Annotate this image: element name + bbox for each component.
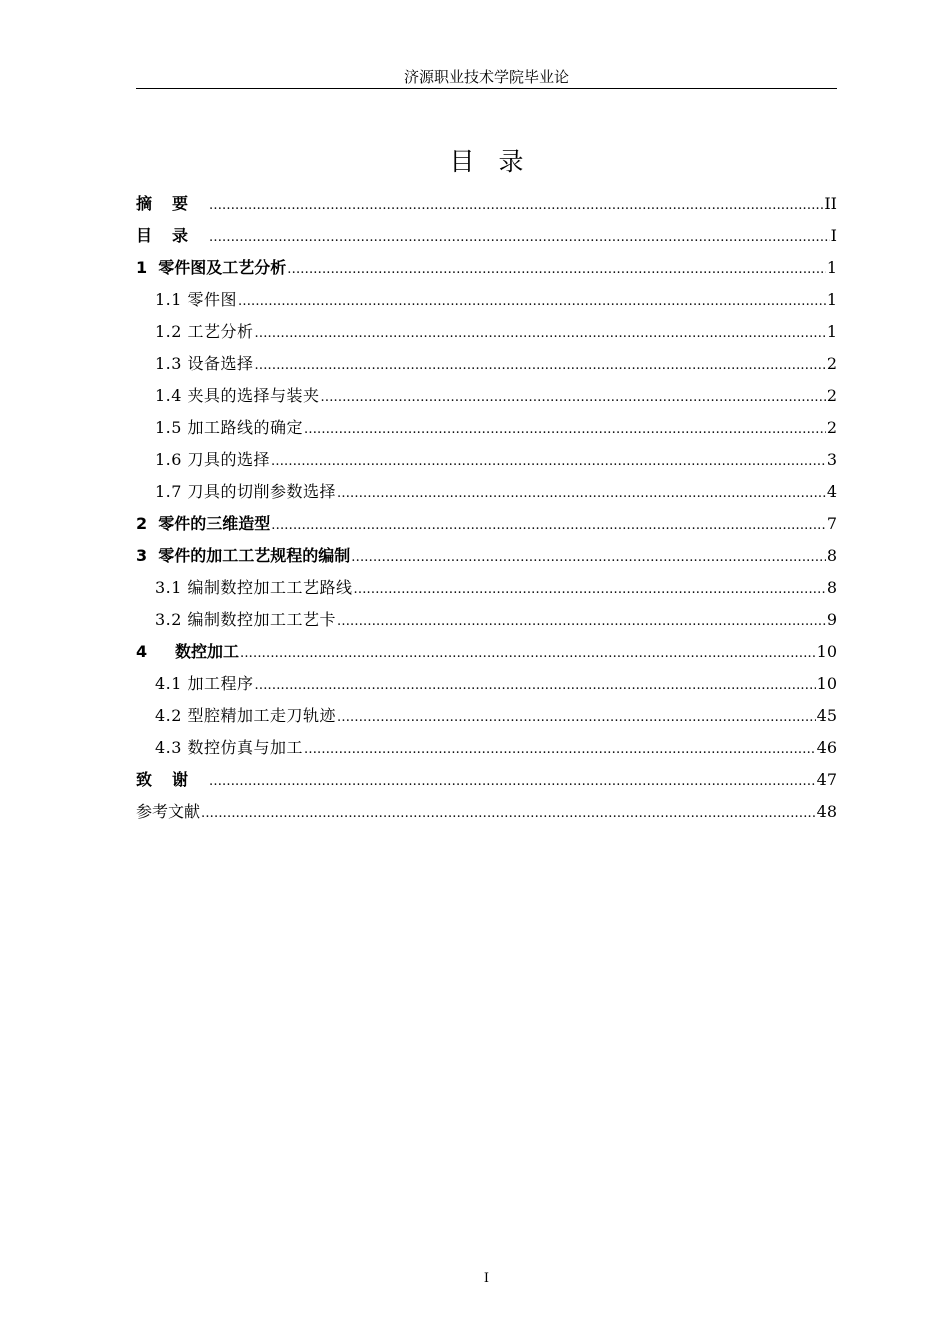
toc-leader-dots bbox=[287, 254, 826, 286]
toc-entry-label: 致谢 bbox=[136, 770, 209, 789]
toc-leader-dots bbox=[271, 510, 826, 542]
toc-entry-section-1-7[interactable] bbox=[136, 476, 837, 508]
toc-entry-page: II bbox=[824, 194, 837, 213]
toc-entry-abstract[interactable] bbox=[136, 188, 837, 220]
toc-entry-label: 1.7 刀具的切削参数选择 bbox=[155, 482, 337, 501]
toc-title: 目录 bbox=[449, 147, 548, 176]
toc-entry-page: 8 bbox=[826, 546, 837, 565]
toc-entry-section-1-3[interactable] bbox=[136, 348, 837, 380]
toc-entry-page: I bbox=[830, 226, 837, 245]
toc-entry-page: 10 bbox=[816, 674, 837, 693]
toc-entry-section-4-1[interactable] bbox=[136, 668, 837, 700]
toc-entry-page: 1 bbox=[826, 322, 837, 341]
toc-leader-dots bbox=[304, 734, 816, 766]
toc-entry-page: 7 bbox=[826, 514, 837, 533]
toc-entry-label: 参考文献 bbox=[136, 802, 201, 821]
page-number: I bbox=[483, 1271, 490, 1286]
toc-leader-dots bbox=[351, 542, 826, 574]
toc-entry-section-1-5[interactable] bbox=[136, 412, 837, 444]
toc-entry-contents[interactable] bbox=[136, 220, 837, 252]
toc-leader-dots bbox=[255, 670, 816, 702]
toc-entry-label: 1.3 设备选择 bbox=[155, 354, 254, 373]
header-rule bbox=[136, 88, 837, 89]
toc-entry-section-1-4[interactable] bbox=[136, 380, 837, 412]
toc-leader-dots bbox=[337, 478, 826, 510]
toc-entry-chapter-1[interactable] bbox=[136, 252, 837, 284]
toc-entry-chapter-3[interactable] bbox=[136, 540, 837, 572]
toc-leader-dots bbox=[337, 606, 826, 638]
toc-entry-label: 3.2 编制数控加工工艺卡 bbox=[155, 610, 337, 629]
toc-entry-references[interactable] bbox=[136, 796, 837, 828]
toc-leader-dots bbox=[209, 190, 823, 222]
toc-entry-label: 1.6 刀具的选择 bbox=[155, 450, 271, 469]
toc-entry-label: 1.1 零件图 bbox=[155, 290, 238, 309]
toc-entry-label: 目录 bbox=[136, 226, 209, 245]
toc-entry-section-1-1[interactable] bbox=[136, 284, 837, 316]
toc-entry-label: 1.4 夹具的选择与装夹 bbox=[155, 386, 320, 405]
toc-entry-label: 1 零件图及工艺分析 bbox=[136, 258, 287, 277]
toc-leader-dots bbox=[321, 382, 826, 414]
toc-entry-label: 2 零件的三维造型 bbox=[136, 514, 271, 533]
toc-leader-dots bbox=[255, 318, 826, 350]
toc-entry-section-4-3[interactable] bbox=[136, 732, 837, 764]
toc-leader-dots bbox=[201, 798, 816, 830]
toc-leader-dots bbox=[255, 350, 826, 382]
toc-entry-section-1-6[interactable] bbox=[136, 444, 837, 476]
toc-entry-label: 3.1 编制数控加工工艺路线 bbox=[155, 578, 353, 597]
page-header: 济源职业技术学院毕业论 bbox=[403, 68, 569, 86]
toc-leader-dots bbox=[209, 766, 816, 798]
toc-entry-page: 10 bbox=[816, 642, 837, 661]
toc-entry-acknowledgements[interactable] bbox=[136, 764, 837, 796]
toc-entry-page: 1 bbox=[826, 290, 837, 309]
toc-entry-page: 47 bbox=[816, 770, 837, 789]
toc-entry-label: 1.5 加工路线的确定 bbox=[155, 418, 304, 437]
toc-entry-label: 4.1 加工程序 bbox=[155, 674, 254, 693]
toc-leader-dots bbox=[238, 286, 826, 318]
toc-entry-label: 1.2 工艺分析 bbox=[155, 322, 254, 341]
toc-entry-section-3-1[interactable] bbox=[136, 572, 837, 604]
toc-entry-page: 3 bbox=[826, 450, 837, 469]
toc-entry-page: 8 bbox=[826, 578, 837, 597]
toc-entry-page: 4 bbox=[826, 482, 837, 501]
toc-entry-section-3-2[interactable] bbox=[136, 604, 837, 636]
toc-entry-label: 3 零件的加工工艺规程的编制 bbox=[136, 546, 351, 565]
toc-entry-label: 4.3 数控仿真与加工 bbox=[155, 738, 304, 757]
toc-leader-dots bbox=[304, 414, 826, 446]
toc-entry-label: 摘要 bbox=[136, 194, 209, 213]
toc-entry-section-1-2[interactable] bbox=[136, 316, 837, 348]
toc-entry-chapter-4[interactable] bbox=[136, 636, 837, 668]
toc-leader-dots bbox=[271, 446, 826, 478]
toc-entry-page: 46 bbox=[816, 738, 837, 757]
toc-entry-label: 4 数控加工 bbox=[136, 642, 239, 661]
toc-leader-dots bbox=[354, 574, 826, 606]
toc-leader-dots bbox=[240, 638, 816, 670]
toc-entry-page: 2 bbox=[826, 418, 837, 437]
toc-leader-dots bbox=[337, 702, 816, 734]
toc-list bbox=[136, 188, 837, 828]
toc-leader-dots bbox=[209, 222, 830, 254]
toc-entry-page: 9 bbox=[826, 610, 837, 629]
toc-entry-label: 4.2 型腔精加工走刀轨迹 bbox=[155, 706, 337, 725]
toc-entry-page: 2 bbox=[826, 354, 837, 373]
toc-entry-page: 45 bbox=[816, 706, 837, 725]
toc-entry-page: 1 bbox=[826, 258, 837, 277]
toc-entry-page: 48 bbox=[816, 802, 837, 821]
toc-entry-page: 2 bbox=[826, 386, 837, 405]
toc-entry-section-4-2[interactable] bbox=[136, 700, 837, 732]
toc-entry-chapter-2[interactable] bbox=[136, 508, 837, 540]
